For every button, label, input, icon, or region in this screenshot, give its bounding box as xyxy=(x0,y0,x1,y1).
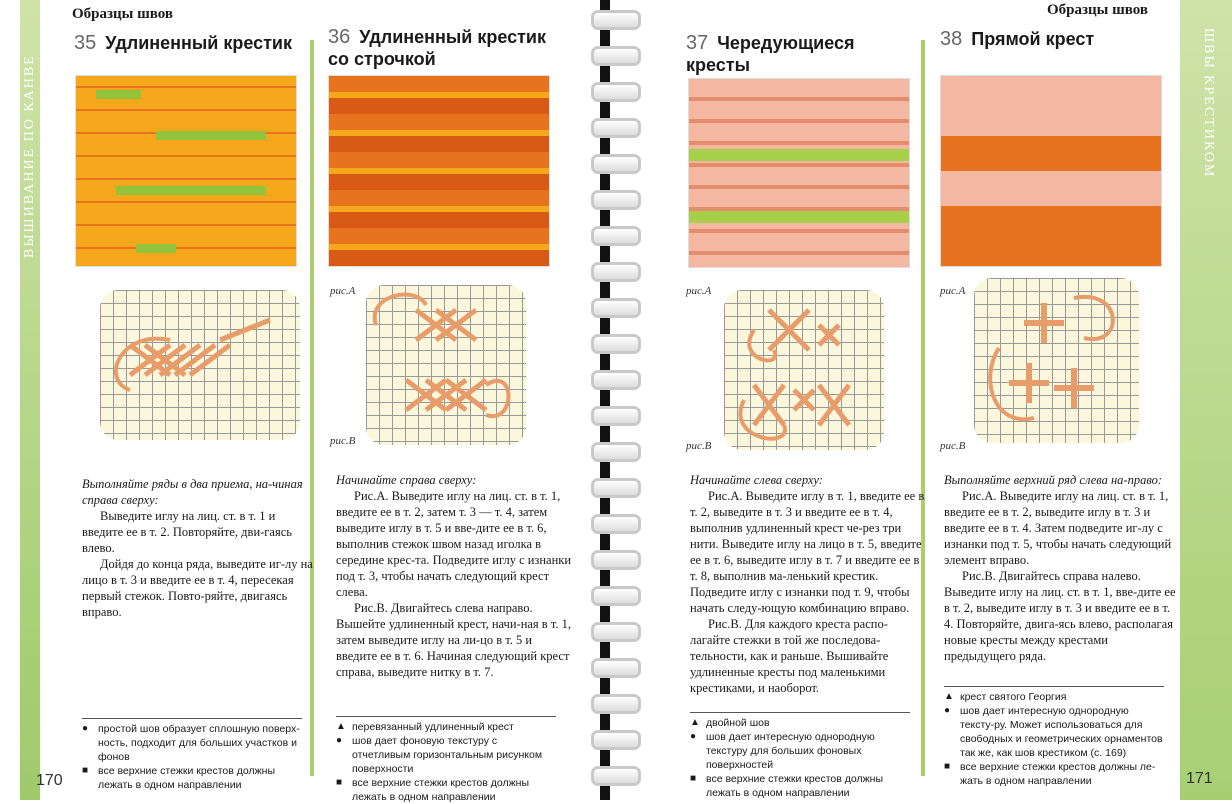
note-item xyxy=(82,764,302,792)
binding-ring xyxy=(591,118,641,138)
stitch-header xyxy=(74,32,304,54)
stitch-column-36 xyxy=(318,0,572,803)
stitch-photo xyxy=(328,75,550,267)
green-stitch-row xyxy=(689,149,909,161)
note-item xyxy=(944,704,1164,760)
note-text: перевязанный удлиненный крест xyxy=(352,721,514,733)
binding-ring xyxy=(591,550,641,570)
binding-ring xyxy=(591,190,641,210)
note-item xyxy=(336,720,556,734)
bullet-icon: ▲ xyxy=(690,717,700,728)
binding-ring xyxy=(591,334,641,354)
stitch-column-38 xyxy=(930,0,1180,800)
binding-ring xyxy=(591,406,641,426)
stitch-number: 38 xyxy=(940,28,963,50)
note-item xyxy=(690,730,910,772)
page-number-right: 171 xyxy=(1186,770,1213,787)
stitch-column-35 xyxy=(60,0,313,800)
note-text: шов дает интересную однородную текстуру для больших фоновых поверхностей xyxy=(706,731,875,771)
stitch-header xyxy=(328,26,558,70)
instruction-paragraph: Выведите иглу на лиц. ст. в т. 1 и введите ее в т. 2. Повторяйте, дви-гаясь влево. xyxy=(82,509,292,555)
instruction-paragraph: Начинайте справа сверху: xyxy=(336,473,477,487)
right-side-strip xyxy=(1180,0,1232,800)
stitch-number: 35 xyxy=(74,32,97,54)
bullet-icon: ■ xyxy=(336,777,343,788)
stitch-photo xyxy=(688,78,910,268)
instruction-paragraph: Рис.В. Двигайтесь справа налево. Выведите иглу на лиц. ст. в т. 1, вве-дите ее в т. 2, выведите иглу в т. 3 и введите ее в т. 4. Повторяйте, двига-ясь влево, располагая новые кресты между крестами предыдущего ряда. xyxy=(944,569,1176,663)
bullet-icon: ■ xyxy=(690,773,697,784)
binding-ring xyxy=(591,658,641,678)
instruction-paragraph: Рис.В. Для каждого креста распо-лагайте стежки в той же последова-тельности, как и раньше. Вышивайте удлиненные кресты под маленькими крестиками, и наоборот. xyxy=(690,617,889,695)
stitch-notes xyxy=(82,718,302,792)
stitch-title: Прямой крест xyxy=(971,29,1095,49)
binding-ring xyxy=(591,82,641,102)
green-stitch xyxy=(116,186,266,195)
stitch-photo xyxy=(940,75,1162,267)
stitch-title: Удлиненный крестик xyxy=(105,33,292,53)
stitch-photo xyxy=(75,75,297,267)
header-right: Образцы швов xyxy=(1047,2,1149,18)
instruction-text xyxy=(82,476,318,620)
bullet-icon: ▲ xyxy=(944,691,954,702)
note-item xyxy=(944,690,1164,704)
left-page-edge xyxy=(0,0,21,800)
note-text: простой шов образует сплошную поверх-ность, подходит для больших участков и фонов xyxy=(98,723,300,763)
instruction-text xyxy=(944,472,1180,664)
figure-label: рис.В xyxy=(330,435,356,447)
bullet-icon: ▲ xyxy=(336,721,346,732)
binding-ring xyxy=(591,442,641,462)
bullet-icon: ■ xyxy=(944,761,951,772)
note-text: все верхние стежки крестов должны лежать в одном направлении xyxy=(706,773,884,799)
stitch-title: Удлиненный крестик со строчкой xyxy=(328,27,546,69)
note-item xyxy=(82,722,302,764)
spiral-binding xyxy=(573,0,653,800)
binding-ring xyxy=(591,226,641,246)
binding-ring xyxy=(591,46,641,66)
diagram-threads xyxy=(974,278,1139,443)
note-text: все верхние стежки крестов должны лежать в одном направлении xyxy=(352,777,530,803)
figure-label: рис.А xyxy=(686,285,712,297)
binding-ring xyxy=(591,514,641,534)
right-side-title: ШВЫ КРЕСТИКОМ xyxy=(1201,28,1216,179)
note-item xyxy=(336,734,556,776)
binding-ring xyxy=(591,298,641,318)
instruction-paragraph: Выполняйте ряды в два приема, на-чиная справа сверху: xyxy=(82,477,303,507)
diagram-threads xyxy=(100,290,300,440)
instruction-paragraph: Дойдя до конца ряда, выведите иг-лу на лицо в т. 3 и введите ее в т. 4, пересекая первый стежок. Повто-ряйте, двигаясь вправо. xyxy=(82,557,313,619)
instruction-paragraph: Выполняйте верхний ряд слева на-право: xyxy=(944,473,1163,487)
note-text: двойной шов xyxy=(706,717,770,729)
binding-ring xyxy=(591,154,641,174)
bullet-icon: ■ xyxy=(82,765,89,776)
instruction-text xyxy=(690,472,926,696)
stitch-header xyxy=(686,32,916,76)
note-text: все верхние стежки крестов должны лежать в одном направлении xyxy=(98,765,276,791)
binding-ring xyxy=(591,262,641,282)
bullet-icon: ● xyxy=(82,723,89,734)
stitch-notes xyxy=(944,686,1164,788)
instruction-paragraph: Рис.А. Выведите иглу в т. 1, введите ее в т. 2, выведите в т. 3 и введите ее в т. 4, выполнив удлиненный крест че-рез три нити. Выведите иглу на лицо в т. 5, введите ее в т. 6, выведите иглу в т. 7 и введите ее в т. 8, выполнив ма-ленький крестик. Подведите иглу с изнанки под т. 9, чтобы начать следу-ющую комбинацию вправо. xyxy=(690,489,925,615)
figure-label: рис.А xyxy=(940,285,966,297)
stitch-column-37 xyxy=(676,0,926,800)
bullet-icon: ● xyxy=(336,735,343,746)
note-item xyxy=(690,716,910,730)
stitch-notes xyxy=(336,716,556,804)
green-stitch xyxy=(136,244,176,253)
diagram-threads xyxy=(366,285,526,445)
instruction-paragraph: Рис.А. Выведите иглу на лиц. ст. в т. 1, введите ее в т. 2, выведите иглу в т. 3 и введите ее в т. 4. Затем подведите иг-лу с изнанки под т. 5, чтобы начать следующий элемент вправо. xyxy=(944,489,1172,567)
header-left: Образцы швов xyxy=(72,6,174,22)
column-divider xyxy=(310,40,314,776)
stitch-diagram xyxy=(724,290,884,450)
green-stitch-row xyxy=(689,211,909,223)
page-number-left: 170 xyxy=(36,772,63,789)
figure-label: рис.В xyxy=(686,440,712,452)
binding-ring xyxy=(591,766,641,786)
note-item xyxy=(690,772,910,800)
stitch-diagram xyxy=(100,290,300,440)
binding-ring xyxy=(591,10,641,30)
note-item xyxy=(944,760,1164,788)
note-text: шов дает фоновую текстуру с отчетливым горизонтальным рисунком поверхности xyxy=(352,735,543,775)
note-text: все верхние стежки крестов должны ле-жать в одном направлении xyxy=(960,761,1156,787)
diagram-threads xyxy=(724,290,884,450)
bullet-icon: ● xyxy=(944,705,951,716)
green-stitch xyxy=(156,131,266,140)
left-side-strip xyxy=(20,0,40,800)
instruction-paragraph: Рис.А. Выведите иглу на лиц. ст. в т. 1, введите ее в т. 2, затем т. 3 — т. 4, затем выведите иглу в т. 5 и вве-дите ее в т. 6, выполнив стежок швом назад иголка в середине крес-та. Подведите иглу с изнанки под т. 3, чтобы начать следующий крест слева. xyxy=(336,489,572,599)
stitch-diagram xyxy=(366,285,526,445)
bullet-icon: ● xyxy=(690,731,697,742)
stitch-diagram xyxy=(974,278,1139,443)
stitch-title: Чередующиеся кресты xyxy=(686,33,855,75)
binding-ring xyxy=(591,622,641,642)
figure-label: рис.В xyxy=(940,440,966,452)
binding-ring xyxy=(591,730,641,750)
stitch-header xyxy=(940,28,1170,50)
instruction-paragraph: Начинайте слева сверху: xyxy=(690,473,823,487)
instruction-paragraph: Рис.В. Двигайтесь слева направо. Вышейте удлиненный крест, начи-ная в т. 1, затем выведите иглу на ли-цо в т. 5 и введите ее в т. 6. Начиная следующий крест справа, выведите нитку в т. 7. xyxy=(336,601,571,679)
stitch-notes xyxy=(690,712,910,800)
binding-ring xyxy=(591,586,641,606)
binding-ring xyxy=(591,694,641,714)
instruction-text xyxy=(336,472,572,680)
stitch-number: 37 xyxy=(686,32,709,54)
stitch-number: 36 xyxy=(328,26,351,48)
green-stitch xyxy=(96,90,141,99)
note-text: крест святого Георгия xyxy=(960,691,1067,703)
binding-ring xyxy=(591,370,641,390)
left-side-title: ВЫШИВАНИЕ ПО КАНВЕ xyxy=(22,54,37,258)
binding-ring xyxy=(591,478,641,498)
note-text: шов дает интересную однородную тексту-ру. Может использоваться для свободных и геометрических орнаментов так же, как шов крестиком (с. 169) xyxy=(960,705,1163,759)
figure-label: рис.А xyxy=(330,285,356,297)
